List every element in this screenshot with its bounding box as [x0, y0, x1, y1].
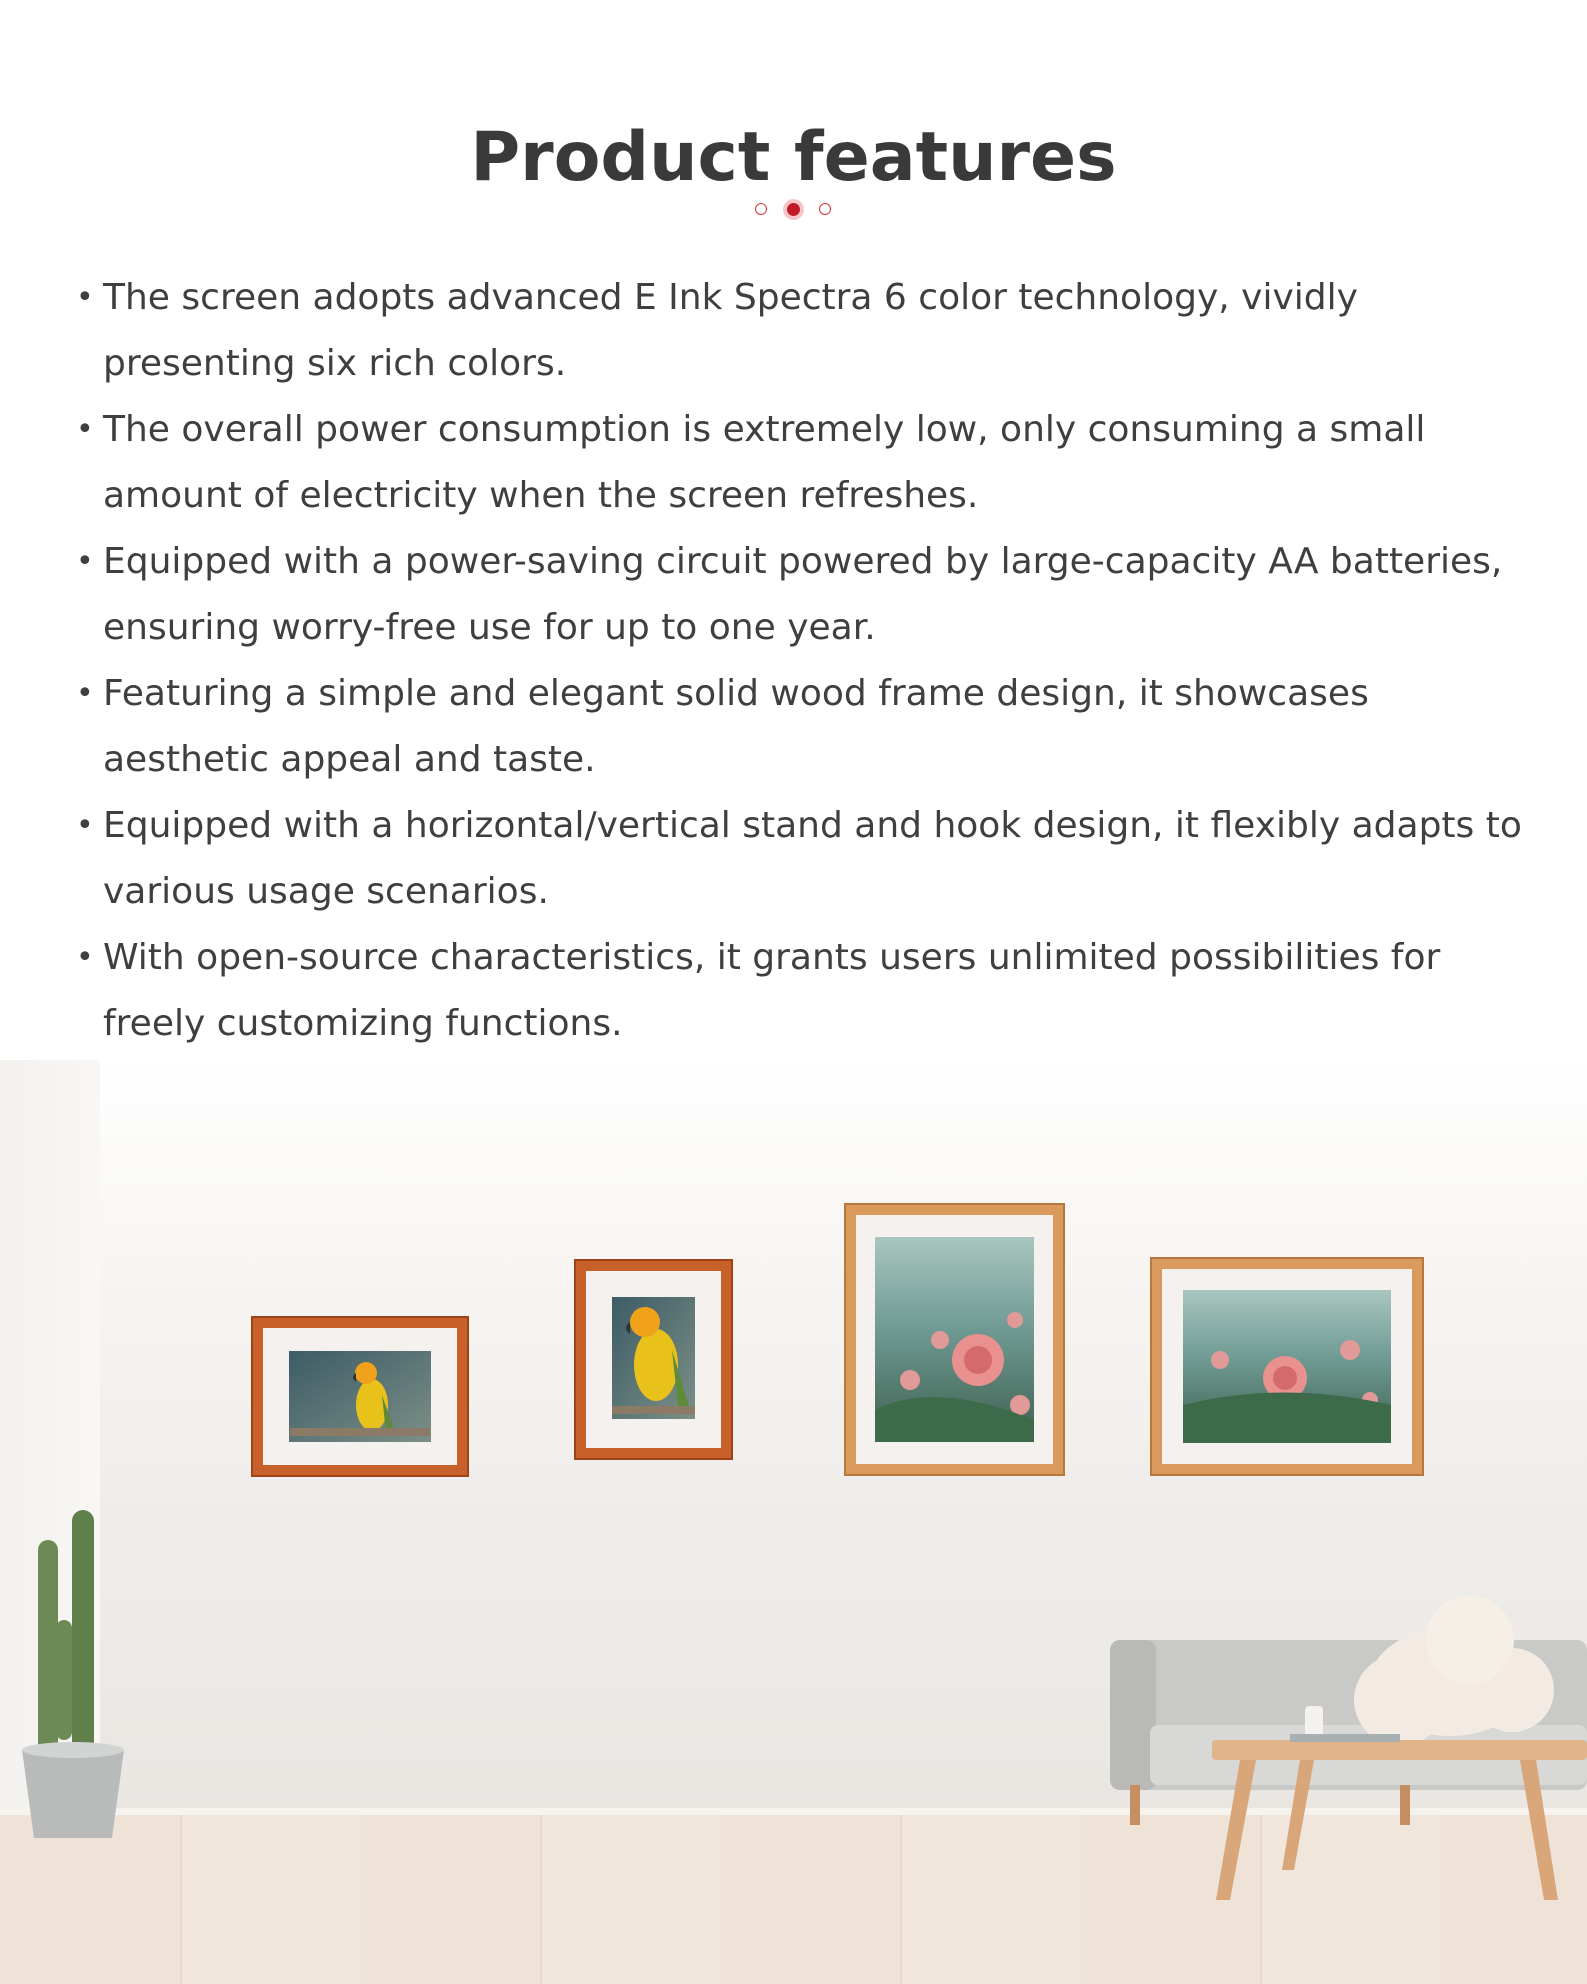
feature-item	[70, 529, 1530, 661]
feature-text: Equipped with a power-saving circuit powered by large-capacity AA batteries, ensuring worry-free use for up to one year.	[103, 541, 1503, 648]
feature-text: With open-source characteristics, it grants users unlimited possibilities for freely customizing functions.	[103, 937, 1441, 1044]
carousel-dot-active[interactable]	[783, 199, 804, 220]
page-title: Product features	[470, 117, 1117, 197]
feature-item	[70, 793, 1530, 925]
cloud-cushion-icon	[1354, 1596, 1554, 1746]
carousel-indicator	[0, 199, 1587, 221]
photo-frame-1	[252, 1317, 468, 1476]
room-decor-illustration	[0, 1060, 1587, 1984]
feature-text: The screen adopts advanced E Ink Spectra 6 color technology, vividly presenting six rich colors.	[103, 277, 1358, 384]
photo-frame-4	[1151, 1258, 1423, 1475]
bullet-icon: •	[76, 808, 94, 843]
feature-list	[70, 265, 1530, 1057]
carousel-dot[interactable]	[755, 203, 767, 215]
cactus-icon	[22, 1510, 124, 1838]
bullet-icon: •	[76, 676, 94, 711]
feature-item	[70, 265, 1530, 397]
feature-text: Equipped with a horizontal/vertical stand and hook design, it flexibly adapts to various usage scenarios.	[103, 805, 1522, 912]
bullet-icon: •	[76, 544, 94, 579]
photo-frame-3	[845, 1204, 1064, 1475]
carousel-dot[interactable]	[819, 203, 831, 215]
photo-frame-2	[575, 1260, 732, 1459]
feature-item	[70, 397, 1530, 529]
bullet-icon: •	[76, 412, 94, 447]
bullet-icon: •	[76, 280, 94, 315]
feature-item	[70, 925, 1530, 1057]
room-scene-image	[0, 1060, 1587, 1984]
feature-item	[70, 661, 1530, 793]
feature-text: The overall power consumption is extremely low, only consuming a small amount of electricity when the screen refreshes.	[103, 409, 1426, 516]
feature-text: Featuring a simple and elegant solid wood frame design, it showcases aesthetic appeal and taste.	[103, 673, 1369, 780]
bullet-icon: •	[76, 940, 94, 975]
